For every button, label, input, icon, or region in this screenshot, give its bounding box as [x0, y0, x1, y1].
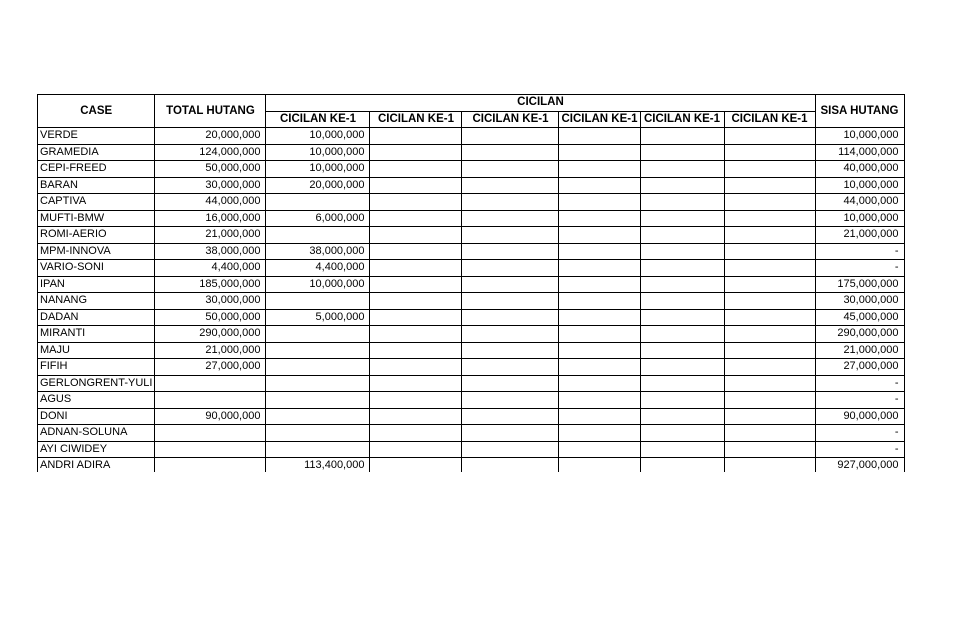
header-cicilan-1[interactable]: CICILAN KE-1 — [266, 111, 370, 128]
cell-cicilan-1[interactable] — [266, 441, 370, 458]
cell-cicilan-3[interactable] — [462, 359, 559, 376]
table-row — [38, 194, 905, 211]
cell-sisa-hutang[interactable]: 21,000,000 — [815, 227, 904, 244]
cell-case[interactable]: AGUS — [38, 392, 155, 409]
header-case[interactable]: CASE — [38, 95, 155, 128]
cell-cicilan-6[interactable] — [724, 375, 815, 392]
cell-cicilan-4[interactable] — [559, 243, 640, 260]
cell-case[interactable]: NANANG — [38, 293, 155, 310]
cell-cicilan-4[interactable] — [559, 326, 640, 343]
cell-cicilan-5[interactable] — [640, 392, 724, 409]
cell-cicilan-2[interactable] — [370, 359, 462, 376]
cell-sisa-hutang[interactable]: 290,000,000 — [815, 326, 904, 343]
cell-case[interactable]: GERLONGRENT-YULI — [38, 375, 155, 392]
cell-cicilan-1[interactable]: 6,000,000 — [266, 210, 370, 227]
cell-cicilan-3[interactable] — [462, 128, 559, 145]
cell-total-hutang[interactable]: 16,000,000 — [155, 210, 266, 227]
cell-cicilan-1[interactable]: 113,400,000 — [266, 458, 370, 473]
cell-cicilan-2[interactable] — [370, 276, 462, 293]
cell-cicilan-4[interactable] — [559, 359, 640, 376]
cell-cicilan-5[interactable] — [640, 425, 724, 442]
cell-cicilan-1[interactable]: 10,000,000 — [266, 161, 370, 178]
table-row — [38, 177, 905, 194]
cell-sisa-hutang[interactable]: 40,000,000 — [815, 161, 904, 178]
cell-cicilan-4[interactable] — [559, 227, 640, 244]
cell-cicilan-3[interactable] — [462, 392, 559, 409]
cell-cicilan-6[interactable] — [724, 458, 815, 473]
cell-cicilan-3[interactable] — [462, 326, 559, 343]
cell-cicilan-2[interactable] — [370, 326, 462, 343]
cell-case[interactable]: CEPI-FREED — [38, 161, 155, 178]
cell-cicilan-4[interactable] — [559, 441, 640, 458]
cell-cicilan-6[interactable] — [724, 128, 815, 145]
cell-cicilan-6[interactable] — [724, 210, 815, 227]
cell-cicilan-2[interactable] — [370, 227, 462, 244]
cell-total-hutang[interactable]: 30,000,000 — [155, 293, 266, 310]
cell-cicilan-6[interactable] — [724, 177, 815, 194]
cell-cicilan-4[interactable] — [559, 260, 640, 277]
cell-cicilan-4[interactable] — [559, 177, 640, 194]
cell-sisa-hutang[interactable]: - — [815, 425, 904, 442]
cell-sisa-hutang[interactable]: 90,000,000 — [815, 408, 904, 425]
cell-cicilan-1[interactable] — [266, 227, 370, 244]
cell-cicilan-3[interactable] — [462, 408, 559, 425]
cell-sisa-hutang[interactable]: 30,000,000 — [815, 293, 904, 310]
cell-sisa-hutang[interactable]: - — [815, 243, 904, 260]
table-row — [38, 326, 905, 343]
cell-case[interactable]: ADNAN-SOLUNA — [38, 425, 155, 442]
cell-case[interactable]: ANDRI ADIRA — [38, 458, 155, 473]
cell-sisa-hutang[interactable]: 10,000,000 — [815, 128, 904, 145]
cell-cicilan-3[interactable] — [462, 293, 559, 310]
cell-case[interactable]: GRAMEDIA — [38, 144, 155, 161]
cell-cicilan-1[interactable]: 10,000,000 — [266, 276, 370, 293]
cell-cicilan-1[interactable] — [266, 359, 370, 376]
cell-cicilan-1[interactable] — [266, 408, 370, 425]
cell-cicilan-2[interactable] — [370, 375, 462, 392]
cell-case[interactable]: CAPTIVA — [38, 194, 155, 211]
cell-cicilan-6[interactable] — [724, 359, 815, 376]
cell-case[interactable]: DADAN — [38, 309, 155, 326]
table-row — [38, 309, 905, 326]
cell-cicilan-2[interactable] — [370, 309, 462, 326]
cell-cicilan-5[interactable] — [640, 441, 724, 458]
cell-cicilan-5[interactable] — [640, 177, 724, 194]
table-row — [38, 293, 905, 310]
cell-cicilan-3[interactable] — [462, 227, 559, 244]
cell-cicilan-2[interactable] — [370, 260, 462, 277]
cell-cicilan-2[interactable] — [370, 441, 462, 458]
cell-cicilan-2[interactable] — [370, 144, 462, 161]
cell-cicilan-5[interactable] — [640, 194, 724, 211]
table-row — [38, 128, 905, 145]
table-row — [38, 243, 905, 260]
cell-case[interactable]: FIFIH — [38, 359, 155, 376]
table-row — [38, 227, 905, 244]
cell-total-hutang[interactable]: 21,000,000 — [155, 227, 266, 244]
cell-total-hutang[interactable]: 38,000,000 — [155, 243, 266, 260]
cell-sisa-hutang[interactable]: 10,000,000 — [815, 210, 904, 227]
cell-total-hutang[interactable]: 27,000,000 — [155, 359, 266, 376]
cell-case[interactable]: VERDE — [38, 128, 155, 145]
cell-total-hutang[interactable]: 50,000,000 — [155, 309, 266, 326]
cell-cicilan-5[interactable] — [640, 359, 724, 376]
cell-cicilan-3[interactable] — [462, 144, 559, 161]
table-row — [38, 425, 905, 442]
cell-case[interactable]: AYI CIWIDEY — [38, 441, 155, 458]
cell-total-hutang[interactable]: 30,000,000 — [155, 177, 266, 194]
cell-cicilan-1[interactable]: 4,400,000 — [266, 260, 370, 277]
cell-cicilan-4[interactable] — [559, 210, 640, 227]
cell-cicilan-6[interactable] — [724, 441, 815, 458]
cell-cicilan-2[interactable] — [370, 128, 462, 145]
cell-sisa-hutang[interactable]: 175,000,000 — [815, 276, 904, 293]
cell-cicilan-3[interactable] — [462, 161, 559, 178]
cell-cicilan-6[interactable] — [724, 309, 815, 326]
cell-cicilan-2[interactable] — [370, 425, 462, 442]
cell-cicilan-2[interactable] — [370, 194, 462, 211]
table-footer-row — [38, 458, 905, 473]
cell-cicilan-6[interactable] — [724, 326, 815, 343]
cell-cicilan-4[interactable] — [559, 309, 640, 326]
cell-cicilan-6[interactable] — [724, 392, 815, 409]
cell-cicilan-3[interactable] — [462, 260, 559, 277]
cell-cicilan-5[interactable] — [640, 144, 724, 161]
cell-cicilan-1[interactable] — [266, 194, 370, 211]
cell-cicilan-3[interactable] — [462, 309, 559, 326]
cell-case[interactable]: BARAN — [38, 177, 155, 194]
cell-cicilan-3[interactable] — [462, 276, 559, 293]
header-cicilan-2[interactable]: CICILAN KE-1 — [370, 111, 462, 128]
cell-cicilan-6[interactable] — [724, 293, 815, 310]
cell-cicilan-4[interactable] — [559, 276, 640, 293]
cell-sisa-hutang[interactable]: 114,000,000 — [815, 144, 904, 161]
cell-cicilan-2[interactable] — [370, 392, 462, 409]
cell-sisa-hutang[interactable]: 927,000,000 — [815, 458, 904, 473]
header-cicilan[interactable]: CICILAN — [266, 95, 815, 112]
cell-cicilan-4[interactable] — [559, 161, 640, 178]
cell-cicilan-5[interactable] — [640, 161, 724, 178]
cell-total-hutang[interactable]: 185,000,000 — [155, 276, 266, 293]
cell-cicilan-1[interactable]: 10,000,000 — [266, 144, 370, 161]
cell-sisa-hutang[interactable]: 44,000,000 — [815, 194, 904, 211]
cell-cicilan-6[interactable] — [724, 408, 815, 425]
cell-cicilan-4[interactable] — [559, 392, 640, 409]
cell-cicilan-4[interactable] — [559, 425, 640, 442]
cell-total-hutang[interactable] — [155, 392, 266, 409]
cell-cicilan-4[interactable] — [559, 128, 640, 145]
table-row — [38, 260, 905, 277]
cell-sisa-hutang[interactable]: - — [815, 260, 904, 277]
header-cicilan-3[interactable]: CICILAN KE-1 — [462, 111, 559, 128]
table-row — [38, 342, 905, 359]
cell-cicilan-3[interactable] — [462, 194, 559, 211]
cell-cicilan-5[interactable] — [640, 342, 724, 359]
cell-cicilan-2[interactable] — [370, 342, 462, 359]
cell-cicilan-1[interactable] — [266, 425, 370, 442]
cell-cicilan-2[interactable] — [370, 243, 462, 260]
cell-cicilan-4[interactable] — [559, 342, 640, 359]
cell-cicilan-6[interactable] — [724, 194, 815, 211]
cell-cicilan-5[interactable] — [640, 276, 724, 293]
cell-case[interactable]: DONI — [38, 408, 155, 425]
cell-cicilan-3[interactable] — [462, 210, 559, 227]
table-row — [38, 375, 905, 392]
header-cicilan-5[interactable]: CICILAN KE-1 — [640, 111, 724, 128]
cell-cicilan-2[interactable] — [370, 161, 462, 178]
cell-total-hutang[interactable]: 44,000,000 — [155, 194, 266, 211]
cell-sisa-hutang[interactable]: - — [815, 375, 904, 392]
cell-cicilan-3[interactable] — [462, 243, 559, 260]
cell-cicilan-5[interactable] — [640, 408, 724, 425]
cell-cicilan-5[interactable] — [640, 375, 724, 392]
cell-total-hutang[interactable]: 50,000,000 — [155, 161, 266, 178]
cell-cicilan-1[interactable]: 5,000,000 — [266, 309, 370, 326]
cell-cicilan-1[interactable] — [266, 326, 370, 343]
cell-total-hutang[interactable]: 21,000,000 — [155, 342, 266, 359]
cell-cicilan-3[interactable] — [462, 177, 559, 194]
cell-cicilan-2[interactable] — [370, 177, 462, 194]
debt-table — [37, 94, 905, 472]
cell-cicilan-2[interactable] — [370, 458, 462, 473]
cell-total-hutang[interactable]: 290,000,000 — [155, 326, 266, 343]
cell-cicilan-3[interactable] — [462, 458, 559, 473]
cell-cicilan-6[interactable] — [724, 342, 815, 359]
cell-cicilan-1[interactable] — [266, 293, 370, 310]
cell-total-hutang[interactable] — [155, 458, 266, 473]
cell-sisa-hutang[interactable]: - — [815, 392, 904, 409]
cell-case[interactable]: IPAN — [38, 276, 155, 293]
cell-cicilan-5[interactable] — [640, 309, 724, 326]
cell-cicilan-5[interactable] — [640, 128, 724, 145]
cell-cicilan-6[interactable] — [724, 425, 815, 442]
table-row — [38, 144, 905, 161]
cell-total-hutang[interactable] — [155, 425, 266, 442]
table-row — [38, 359, 905, 376]
cell-cicilan-4[interactable] — [559, 458, 640, 473]
cell-cicilan-3[interactable] — [462, 342, 559, 359]
table-row — [38, 441, 905, 458]
cell-cicilan-5[interactable] — [640, 243, 724, 260]
cell-cicilan-4[interactable] — [559, 408, 640, 425]
cell-cicilan-6[interactable] — [724, 227, 815, 244]
cell-sisa-hutang[interactable]: - — [815, 441, 904, 458]
cell-cicilan-2[interactable] — [370, 210, 462, 227]
cell-cicilan-1[interactable] — [266, 342, 370, 359]
cell-cicilan-5[interactable] — [640, 293, 724, 310]
cell-cicilan-6[interactable] — [724, 276, 815, 293]
cell-cicilan-4[interactable] — [559, 194, 640, 211]
cell-total-hutang[interactable] — [155, 441, 266, 458]
cell-cicilan-5[interactable] — [640, 260, 724, 277]
header-cicilan-4[interactable]: CICILAN KE-1 — [559, 111, 640, 128]
cell-cicilan-3[interactable] — [462, 375, 559, 392]
cell-case[interactable]: MUFTI-BMW — [38, 210, 155, 227]
cell-total-hutang[interactable]: 90,000,000 — [155, 408, 266, 425]
header-sisa-hutang[interactable]: SISA HUTANG — [815, 95, 904, 128]
table-row — [38, 210, 905, 227]
cell-cicilan-1[interactable]: 10,000,000 — [266, 128, 370, 145]
cell-cicilan-6[interactable] — [724, 144, 815, 161]
cell-case[interactable]: MIRANTI — [38, 326, 155, 343]
cell-sisa-hutang[interactable]: 45,000,000 — [815, 309, 904, 326]
cell-sisa-hutang[interactable]: 27,000,000 — [815, 359, 904, 376]
table-row — [38, 276, 905, 293]
cell-cicilan-4[interactable] — [559, 144, 640, 161]
cell-cicilan-6[interactable] — [724, 243, 815, 260]
cell-total-hutang[interactable] — [155, 375, 266, 392]
cell-cicilan-2[interactable] — [370, 408, 462, 425]
cell-cicilan-5[interactable] — [640, 326, 724, 343]
cell-cicilan-2[interactable] — [370, 293, 462, 310]
cell-case[interactable]: MAJU — [38, 342, 155, 359]
table-row — [38, 408, 905, 425]
cell-sisa-hutang[interactable]: 21,000,000 — [815, 342, 904, 359]
cell-cicilan-5[interactable] — [640, 458, 724, 473]
cell-case[interactable]: MPM-INNOVA — [38, 243, 155, 260]
cell-sisa-hutang[interactable]: 10,000,000 — [815, 177, 904, 194]
cell-cicilan-4[interactable] — [559, 293, 640, 310]
cell-case[interactable]: VARIO-SONI — [38, 260, 155, 277]
cell-cicilan-4[interactable] — [559, 375, 640, 392]
table-row — [38, 392, 905, 409]
header-cicilan-6[interactable]: CICILAN KE-1 — [724, 111, 815, 128]
cell-total-hutang[interactable]: 4,400,000 — [155, 260, 266, 277]
cell-cicilan-5[interactable] — [640, 210, 724, 227]
cell-cicilan-1[interactable] — [266, 392, 370, 409]
table-row — [38, 161, 905, 178]
cell-cicilan-3[interactable] — [462, 425, 559, 442]
cell-total-hutang[interactable]: 124,000,000 — [155, 144, 266, 161]
cell-total-hutang[interactable]: 20,000,000 — [155, 128, 266, 145]
cell-cicilan-1[interactable]: 20,000,000 — [266, 177, 370, 194]
cell-cicilan-6[interactable] — [724, 161, 815, 178]
cell-cicilan-1[interactable] — [266, 375, 370, 392]
cell-cicilan-6[interactable] — [724, 260, 815, 277]
cell-cicilan-1[interactable]: 38,000,000 — [266, 243, 370, 260]
cell-case[interactable]: ROMI-AERIO — [38, 227, 155, 244]
header-total-hutang[interactable]: TOTAL HUTANG — [155, 95, 266, 128]
cell-cicilan-3[interactable] — [462, 441, 559, 458]
cell-cicilan-5[interactable] — [640, 227, 724, 244]
